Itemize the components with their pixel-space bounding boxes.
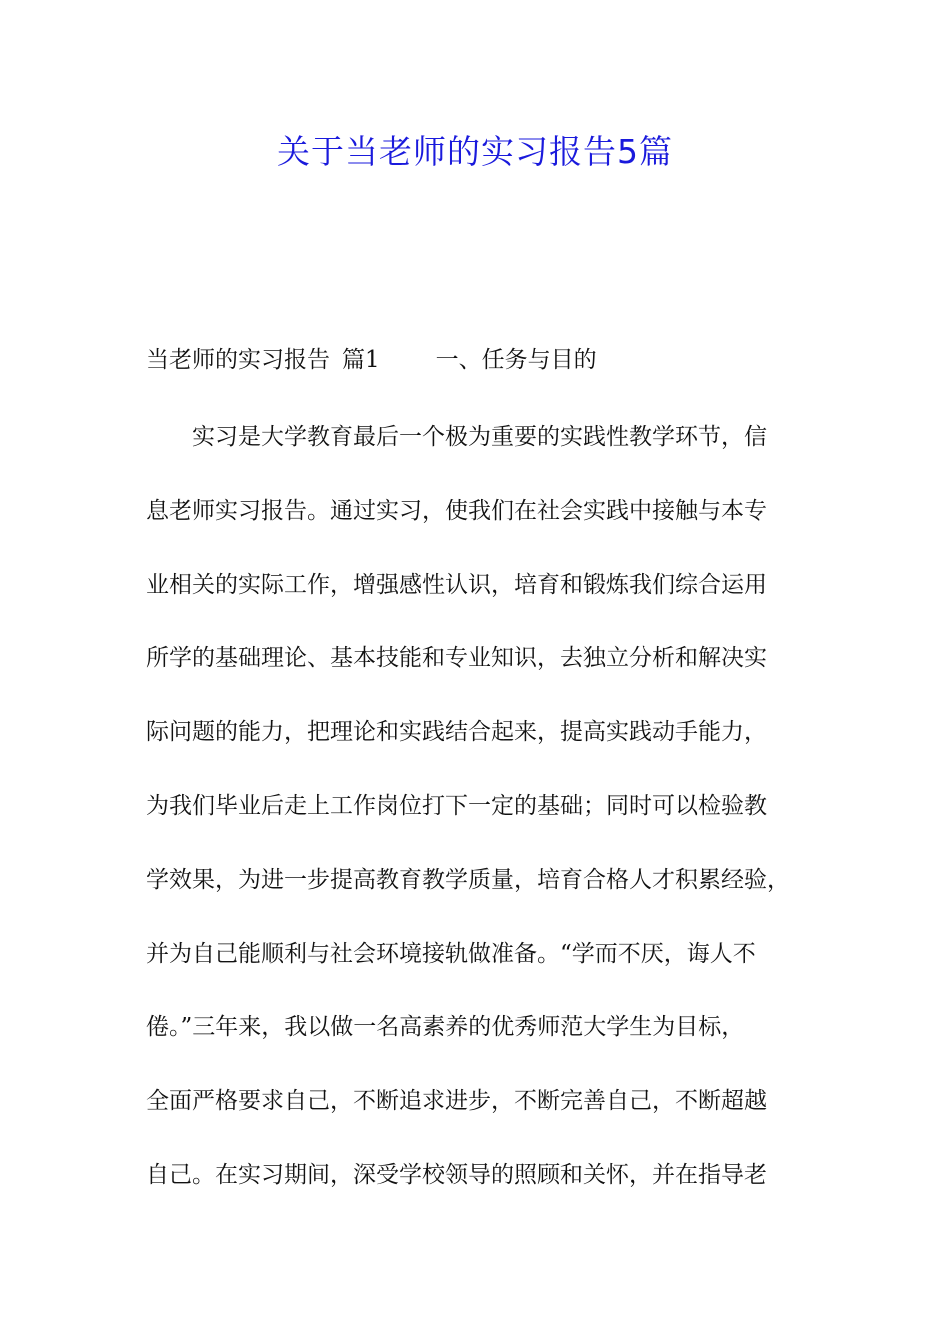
section-number: 篇1 [342, 347, 380, 373]
body-line: 所学的基础理论、基本技能和专业知识，去独立分析和解决实 [146, 645, 767, 671]
body-line: 实习是大学教育最后一个极为重要的实践性教学环节，信 [192, 424, 767, 450]
body-line: 为我们毕业后走上工作岗位打下一定的基础；同时可以检验教 [146, 793, 767, 819]
document-title: 关于当老师的实习报告5篇 [277, 132, 673, 171]
body-line: 全面严格要求自己，不断追求进步，不断完善自己，不断超越 [146, 1088, 767, 1114]
section-title: 当老师的实习报告 [146, 347, 330, 373]
body-line: 际问题的能力，把理论和实践结合起来，提高实践动手能力， [146, 719, 767, 745]
body-line: 学效果，为进一步提高教育教学质量，培育合格人才积累经验， [146, 867, 790, 893]
section-heading [146, 343, 826, 377]
body-line: 息老师实习报告。通过实习，使我们在社会实践中接触与本专 [146, 498, 767, 524]
body-line: 自己。在实习期间，深受学校领导的照顾和关怀，并在指导老 [146, 1162, 767, 1188]
body-line: 并为自己能顺利与社会环境接轨做准备。“学而不厌，诲人不 [146, 941, 756, 967]
body-line: 倦。”三年来，我以做一名高素养的优秀师范大学生为目标， [146, 1014, 745, 1040]
subsection-heading: 一、任务与目的 [435, 347, 597, 373]
body-line: 业相关的实际工作，增强感性认识，培育和锻炼我们综合运用 [146, 572, 767, 598]
